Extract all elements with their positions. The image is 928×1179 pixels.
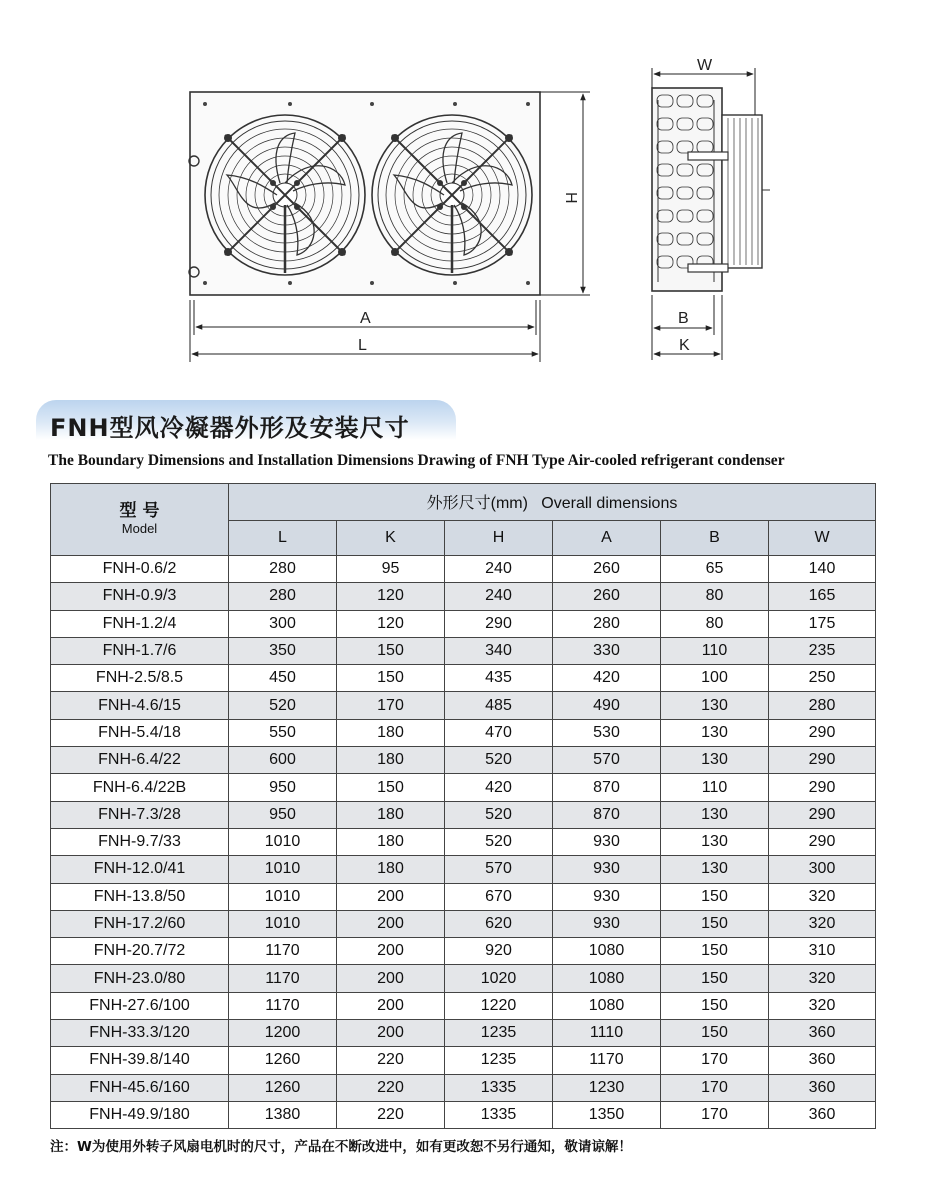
table-row <box>51 801 876 828</box>
dimension-cell: 1010 <box>229 910 337 937</box>
dimension-cell: 65 <box>661 556 769 583</box>
table-row <box>51 828 876 855</box>
dimension-cell: 930 <box>553 883 661 910</box>
dimension-cell: 290 <box>769 719 876 746</box>
label-h: H <box>562 192 579 204</box>
dimension-cell: 330 <box>553 637 661 664</box>
dimension-cell: 1170 <box>229 965 337 992</box>
model-cell: FNH-5.4/18 <box>51 719 229 746</box>
dimension-cell: 130 <box>661 828 769 855</box>
label-b: B <box>678 310 689 327</box>
dimension-cell: 1335 <box>445 1101 553 1128</box>
dimension-cell: 200 <box>337 910 445 937</box>
model-cell: FNH-7.3/28 <box>51 801 229 828</box>
dimension-cell: 600 <box>229 747 337 774</box>
dimension-cell: 170 <box>661 1074 769 1101</box>
dimension-cell: 200 <box>337 938 445 965</box>
dimension-cell: 95 <box>337 556 445 583</box>
dimension-cell: 110 <box>661 774 769 801</box>
dimension-cell: 1220 <box>445 992 553 1019</box>
model-cell: FNH-4.6/15 <box>51 692 229 719</box>
dimension-cell: 490 <box>553 692 661 719</box>
dimension-cell: 170 <box>661 1047 769 1074</box>
page-title: FNH型风冷凝器外形及安装尺寸 <box>50 414 410 442</box>
model-cell: FNH-0.6/2 <box>51 556 229 583</box>
dimension-cell: 150 <box>661 965 769 992</box>
table-row <box>51 992 876 1019</box>
model-cell: FNH-17.2/60 <box>51 910 229 937</box>
dimension-cell: 260 <box>553 583 661 610</box>
dimension-cell: 470 <box>445 719 553 746</box>
dimension-cell: 320 <box>769 883 876 910</box>
dimension-cell: 150 <box>661 992 769 1019</box>
dimension-cell: 1350 <box>553 1101 661 1128</box>
dimension-cell: 220 <box>337 1047 445 1074</box>
dimension-cell: 165 <box>769 583 876 610</box>
dimension-cell: 1080 <box>553 938 661 965</box>
dimension-cell: 280 <box>769 692 876 719</box>
table-row <box>51 856 876 883</box>
model-cell: FNH-12.0/41 <box>51 856 229 883</box>
dimension-cell: 1080 <box>553 965 661 992</box>
dimension-cell: 530 <box>553 719 661 746</box>
dimension-cell: 290 <box>769 801 876 828</box>
table-body <box>51 556 876 1129</box>
dimension-cell: 1020 <box>445 965 553 992</box>
table-row <box>51 556 876 583</box>
dimension-cell: 200 <box>337 965 445 992</box>
dimension-cell: 290 <box>769 747 876 774</box>
dimension-cell: 310 <box>769 938 876 965</box>
dimension-cell: 150 <box>337 637 445 664</box>
dimension-cell: 570 <box>553 747 661 774</box>
column-header-h: H <box>445 520 553 556</box>
dimension-cell: 1010 <box>229 883 337 910</box>
dimension-cell: 930 <box>553 856 661 883</box>
dimension-cell: 240 <box>445 583 553 610</box>
dimension-cell: 670 <box>445 883 553 910</box>
model-cell: FNH-1.2/4 <box>51 610 229 637</box>
dimension-cell: 350 <box>229 637 337 664</box>
dimension-cell: 435 <box>445 665 553 692</box>
dimension-cell: 1260 <box>229 1047 337 1074</box>
dimension-cell: 180 <box>337 856 445 883</box>
model-cell: FNH-9.7/33 <box>51 828 229 855</box>
dimension-cell: 150 <box>661 883 769 910</box>
dimension-cell: 280 <box>553 610 661 637</box>
model-cell: FNH-6.4/22B <box>51 774 229 801</box>
condenser-drawing <box>0 0 928 395</box>
model-cell: FNH-23.0/80 <box>51 965 229 992</box>
column-header-b: B <box>661 520 769 556</box>
model-cell: FNH-6.4/22 <box>51 747 229 774</box>
table-row <box>51 774 876 801</box>
dimension-cell: 360 <box>769 1020 876 1047</box>
table-row <box>51 910 876 937</box>
dimension-cell: 1170 <box>229 992 337 1019</box>
dimension-cell: 485 <box>445 692 553 719</box>
column-header-k: K <box>337 520 445 556</box>
dimension-cell: 1380 <box>229 1101 337 1128</box>
dimension-cell: 1200 <box>229 1020 337 1047</box>
dimension-cell: 620 <box>445 910 553 937</box>
dimension-cell: 1235 <box>445 1020 553 1047</box>
column-header-l: L <box>229 520 337 556</box>
model-header-en: Model <box>121 520 158 536</box>
table-row <box>51 747 876 774</box>
dimension-cell: 180 <box>337 828 445 855</box>
dimension-cell: 320 <box>769 910 876 937</box>
model-header-cn: 型 号 <box>119 501 160 522</box>
dimension-cell: 150 <box>337 774 445 801</box>
dimension-cell: 570 <box>445 856 553 883</box>
dimension-cell: 300 <box>769 856 876 883</box>
dimension-cell: 1235 <box>445 1047 553 1074</box>
table-row <box>51 965 876 992</box>
dimension-cell: 280 <box>229 583 337 610</box>
dimension-cell: 950 <box>229 801 337 828</box>
model-cell: FNH-2.5/8.5 <box>51 665 229 692</box>
dimension-cell: 130 <box>661 747 769 774</box>
table-row <box>51 883 876 910</box>
dimension-cell: 250 <box>769 665 876 692</box>
table-row <box>51 1020 876 1047</box>
model-cell: FNH-33.3/120 <box>51 1020 229 1047</box>
model-cell: FNH-0.9/3 <box>51 583 229 610</box>
dimension-cell: 930 <box>553 828 661 855</box>
dimension-cell: 150 <box>661 938 769 965</box>
dimension-cell: 220 <box>337 1074 445 1101</box>
table-row <box>51 692 876 719</box>
dimension-cell: 235 <box>769 637 876 664</box>
label-l: L <box>358 337 367 354</box>
model-cell: FNH-39.8/140 <box>51 1047 229 1074</box>
dimension-cell: 140 <box>769 556 876 583</box>
table-row <box>51 637 876 664</box>
dimension-cell: 120 <box>337 583 445 610</box>
dimension-cell: 300 <box>229 610 337 637</box>
dimension-cell: 550 <box>229 719 337 746</box>
table-row <box>51 665 876 692</box>
model-cell: FNH-27.6/100 <box>51 992 229 1019</box>
dimension-cell: 360 <box>769 1101 876 1128</box>
model-header <box>51 484 229 556</box>
dimension-cell: 290 <box>769 828 876 855</box>
dimension-cell: 150 <box>661 1020 769 1047</box>
column-header-a: A <box>553 520 661 556</box>
front-view <box>189 92 540 295</box>
dimension-cell: 520 <box>445 801 553 828</box>
dimension-cell: 130 <box>661 692 769 719</box>
dimension-cell: 220 <box>337 1101 445 1128</box>
dimension-cell: 130 <box>661 719 769 746</box>
table-row <box>51 938 876 965</box>
overall-dimensions-header: 外形尺寸(mm) Overall dimensions <box>229 484 876 521</box>
dimension-cell: 200 <box>337 883 445 910</box>
dimension-cell: 130 <box>661 801 769 828</box>
page-subtitle: The Boundary Dimensions and Installation Dimensions Drawing of FNH Type Air-cooled refrigerant condenser <box>48 452 785 469</box>
table-row <box>51 1047 876 1074</box>
dimension-cell: 360 <box>769 1074 876 1101</box>
dimension-cell: 200 <box>337 1020 445 1047</box>
dimension-cell: 520 <box>445 828 553 855</box>
dimension-cell: 260 <box>553 556 661 583</box>
dimension-cell: 290 <box>445 610 553 637</box>
dimension-cell: 150 <box>661 910 769 937</box>
dimension-cell: 180 <box>337 801 445 828</box>
dimension-cell: 290 <box>769 774 876 801</box>
dimension-cell: 175 <box>769 610 876 637</box>
dimension-cell: 200 <box>337 992 445 1019</box>
table-row <box>51 719 876 746</box>
dimension-cell: 1170 <box>553 1047 661 1074</box>
dimension-cell: 320 <box>769 992 876 1019</box>
dimension-cell: 360 <box>769 1047 876 1074</box>
dimension-cell: 1230 <box>553 1074 661 1101</box>
dimension-cell: 520 <box>229 692 337 719</box>
label-a: A <box>360 310 371 327</box>
model-cell: FNH-20.7/72 <box>51 938 229 965</box>
dimension-cell: 920 <box>445 938 553 965</box>
dimension-cell: 130 <box>661 856 769 883</box>
dimension-cell: 80 <box>661 583 769 610</box>
dimension-cell: 1080 <box>553 992 661 1019</box>
dimension-cell: 870 <box>553 801 661 828</box>
dimension-cell: 1335 <box>445 1074 553 1101</box>
dimension-cell: 180 <box>337 719 445 746</box>
dimension-cell: 110 <box>661 637 769 664</box>
dimension-cell: 450 <box>229 665 337 692</box>
dimension-cell: 1260 <box>229 1074 337 1101</box>
dimension-cell: 420 <box>445 774 553 801</box>
dimension-cell: 520 <box>445 747 553 774</box>
model-cell: FNH-45.6/160 <box>51 1074 229 1101</box>
dimension-cell: 340 <box>445 637 553 664</box>
dimension-cell: 1010 <box>229 856 337 883</box>
dimension-cell: 930 <box>553 910 661 937</box>
model-cell: FNH-49.9/180 <box>51 1101 229 1128</box>
dimension-cell: 180 <box>337 747 445 774</box>
dimension-cell: 1010 <box>229 828 337 855</box>
dimension-cell: 950 <box>229 774 337 801</box>
dimensions-table <box>50 483 876 1129</box>
dimension-cell: 240 <box>445 556 553 583</box>
footnote: 注：W为使用外转子风扇电机时的尺寸，产品在不断改进中，如有更改恕不另行通知，敬请谅解！ <box>50 1139 632 1155</box>
dimension-cell: 1170 <box>229 938 337 965</box>
dimension-cell: 120 <box>337 610 445 637</box>
dimension-cell: 170 <box>337 692 445 719</box>
column-header-w: W <box>769 520 876 556</box>
model-cell: FNH-1.7/6 <box>51 637 229 664</box>
table-row <box>51 1101 876 1128</box>
dimension-cell: 150 <box>337 665 445 692</box>
dimension-cell: 100 <box>661 665 769 692</box>
dimension-cell: 320 <box>769 965 876 992</box>
table-row <box>51 610 876 637</box>
dimension-cell: 420 <box>553 665 661 692</box>
label-w: W <box>697 57 713 74</box>
table-row <box>51 583 876 610</box>
table-row <box>51 1074 876 1101</box>
dimension-cell: 170 <box>661 1101 769 1128</box>
model-cell: FNH-13.8/50 <box>51 883 229 910</box>
dimension-cell: 1110 <box>553 1020 661 1047</box>
label-k: K <box>679 337 690 354</box>
dimension-cell: 80 <box>661 610 769 637</box>
side-view <box>652 88 770 291</box>
dimension-cell: 280 <box>229 556 337 583</box>
dimension-cell: 870 <box>553 774 661 801</box>
